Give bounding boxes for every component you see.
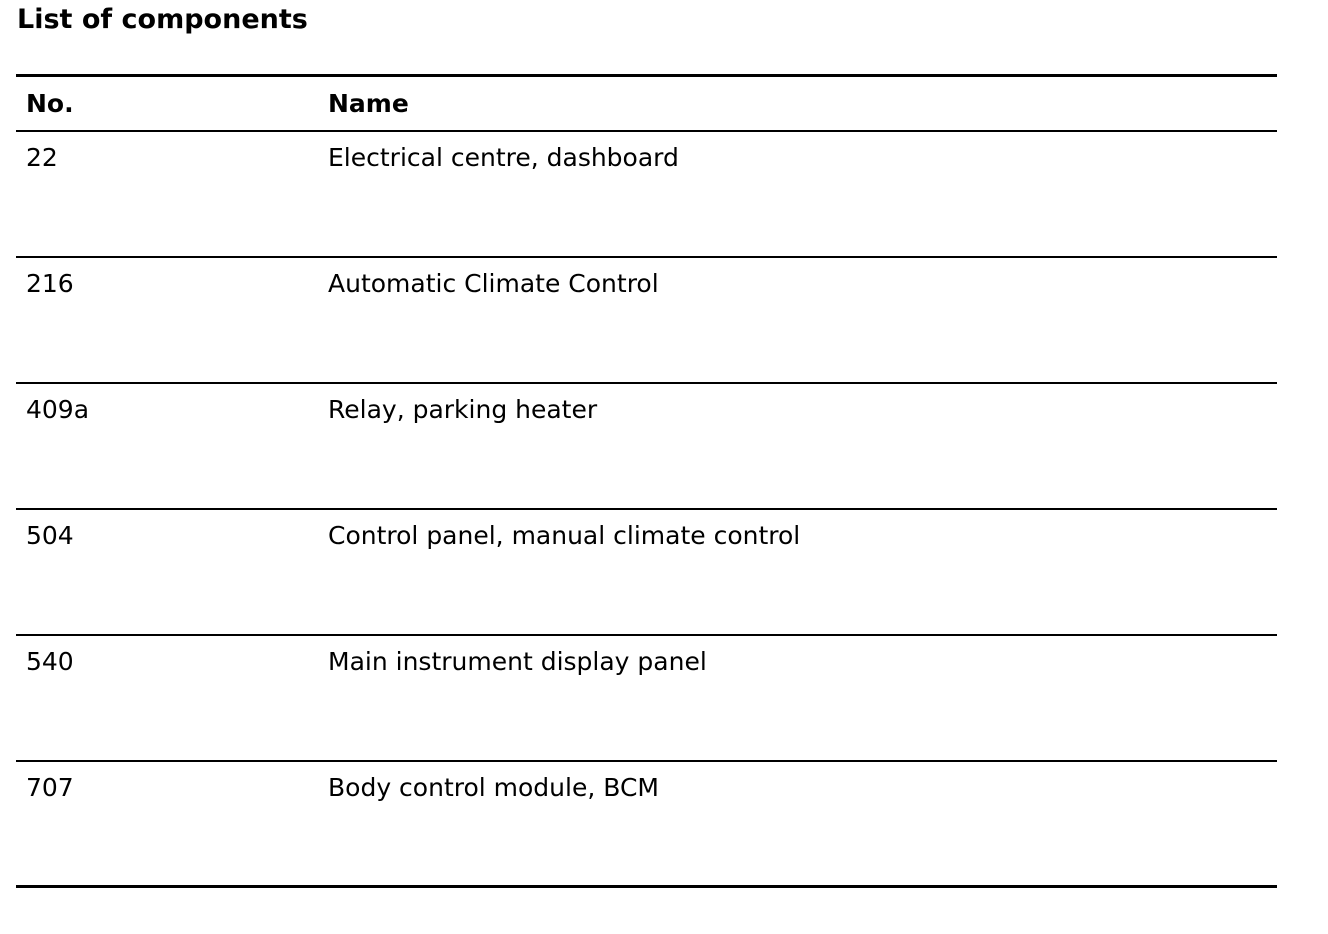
table-row (16, 131, 1277, 257)
component-number: 504 (16, 509, 318, 635)
component-number: 540 (16, 635, 318, 761)
component-name: Automatic Climate Control (318, 257, 1277, 383)
table-row (16, 509, 1277, 635)
table-row (16, 383, 1277, 509)
component-number: 409a (16, 383, 318, 509)
page-title: List of components (17, 4, 308, 35)
component-name: Body control module, BCM (318, 761, 1277, 887)
table-row (16, 761, 1277, 887)
component-name: Control panel, manual climate control (318, 509, 1277, 635)
table-row (16, 257, 1277, 383)
component-name: Relay, parking heater (318, 383, 1277, 509)
table-header-row (16, 76, 1277, 131)
component-number: 22 (16, 131, 318, 257)
component-number: 216 (16, 257, 318, 383)
component-name: Main instrument display panel (318, 635, 1277, 761)
column-header-name: Name (318, 76, 1277, 131)
components-table (16, 74, 1277, 888)
column-header-number: No. (16, 76, 318, 131)
component-number: 707 (16, 761, 318, 887)
component-name: Electrical centre, dashboard (318, 131, 1277, 257)
table-row (16, 635, 1277, 761)
